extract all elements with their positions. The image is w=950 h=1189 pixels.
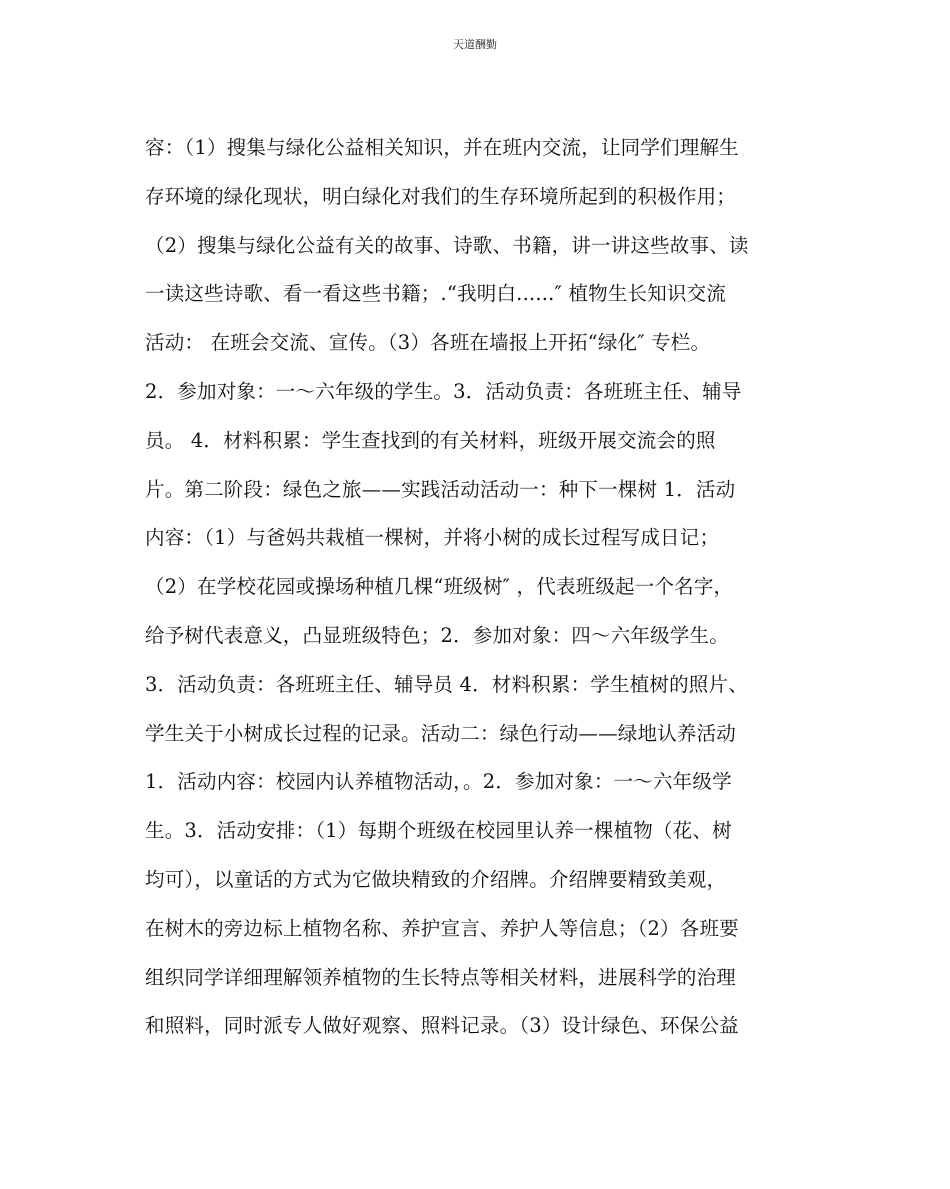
- text-line: 内容：（1）与爸妈共栽植一棵树，并将小树的成长过程写成日记；: [145, 526, 720, 550]
- text-line: 活动： 在班会交流、宣传。（3）各班在墙报上开拓“绿化″ 专栏。: [145, 331, 711, 355]
- text-line: 3．活动负责：各班班主任、辅导员 4．材料积累：学生植树的照片、: [145, 672, 748, 696]
- text-line: 组织同学详细理解领养植物的生长特点等相关材料，进展科学的治理: [145, 965, 737, 989]
- text-line: 一读这些诗歌、看一看这些书籍；.“我明白......″ 植物生长知识交流: [145, 282, 727, 306]
- text-line: 在树木的旁边标上植物名称、养护宣言、养护人等信息；（2）各班要: [145, 916, 739, 940]
- text-line: 给予树代表意义，凸显班级特色；2．参加对象：四～六年级学生。: [145, 623, 729, 647]
- text-line: 均可），以童话的方式为它做块精致的介绍牌。介绍牌要精致美观，: [145, 867, 727, 891]
- text-line: 学生关于小树成长过程的记录。活动二：绿色行动——绿地认养活动: [145, 721, 737, 745]
- text-line: 片。第二阶段：绿色之旅——实践活动活动一：种下一棵树 1．活动: [145, 477, 736, 501]
- text-line: （2）在学校花园或操场种植几棵“班级树″ ，代表班级起一个名字，: [145, 575, 734, 599]
- text-line: 2．参加对象：一～六年级的学生。3．活动负责：各班班主任、辅导: [145, 379, 742, 403]
- text-line: 1．活动内容：校园内认养植物活动，。2．参加对象：一～六年级学: [145, 770, 732, 794]
- text-line: （2）搜集与绿化公益有关的故事、诗歌、书籍，讲一讲这些故事、读: [145, 233, 749, 257]
- page-header: 天道酬勤: [453, 38, 497, 51]
- text-line: 生。3．活动安排：（1）每期个班级在校园里认养一棵植物（花、树: [145, 819, 732, 843]
- body-text: [145, 124, 815, 1051]
- text-line: 和照料，同时派专人做好观察、照料记录。（3）设计绿色、环保公益: [145, 1014, 739, 1038]
- text-line: 容：（1）搜集与绿化公益相关知识，并在班内交流，让同学们理解生: [145, 136, 739, 159]
- text-line: 员。 4．材料积累：学生查找到的有关材料，班级开展交流会的照: [145, 428, 716, 452]
- text-line: 存环境的绿化现状，明白绿化对我们的生存环境所起到的积极作用；: [145, 184, 737, 208]
